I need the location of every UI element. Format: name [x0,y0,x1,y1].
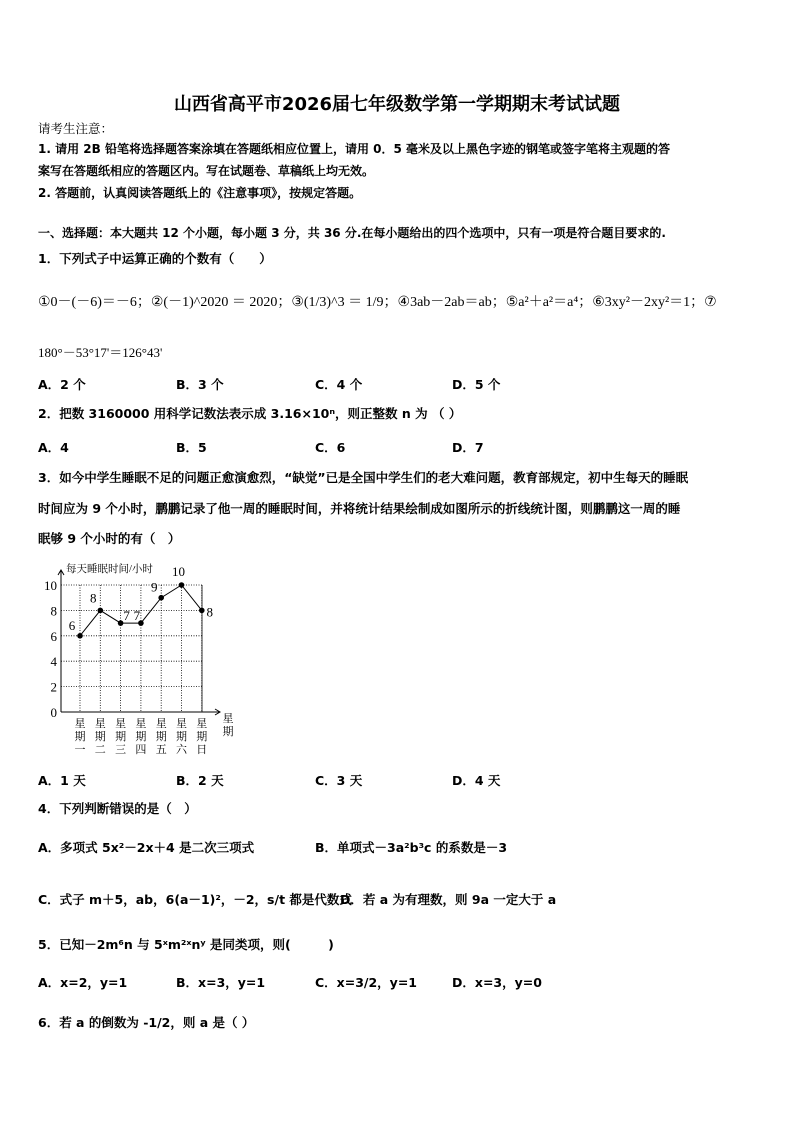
q5-option-a: A．x=2，y=1 [38,975,128,990]
q5-stem: 5．已知－2m⁶n 与 5ˣm²ˣnʸ 是同类项，则( ) [38,937,334,952]
x-tick-label: 期 [74,731,86,743]
q1-stem: 1．下列式子中运算正确的个数有（ ） [38,251,272,266]
x-tick-label: 五 [155,744,167,755]
q4-option-d: D．若 a 为有理数，则 9a 一定大于 a [340,892,557,907]
data-point [77,633,83,639]
x-tick-label: 四 [135,744,147,755]
x-tick-label: 期 [94,731,106,743]
x-tick-label: 星 [155,718,167,730]
x-tick-label: 星 [94,718,106,730]
x-tick-label: 一 [74,744,86,755]
data-label: 8 [206,604,214,620]
notice-line-1-cont: 案写在答题纸相应的答题区内。写在试题卷、草稿纸上均无效。 [38,164,375,178]
x-tick-label: 星 [115,718,127,730]
q1-option-b: B．3 个 [176,377,224,392]
data-label: 9 [150,579,158,595]
y-tick-label: 8 [50,603,57,619]
q2-option-d: D．7 [452,440,484,455]
section-heading: 一、选择题：本大题共 12 个小题，每小题 3 分，共 36 分.在每小题给出的四个选项中，只有一项是符合题目要求的. [38,226,666,240]
x-tick-label: 星 [176,718,187,730]
x-tick-label: 期 [135,731,147,743]
x-tick-label: 期 [196,731,208,743]
q4-option-b: B．单项式－3a²b³c 的系数是－3 [315,840,508,855]
data-point [98,608,104,614]
q2-stem: 2．把数 3160000 用科学记数法表示成 3.16×10ⁿ，则正整数 n 为 （ ） [38,406,462,421]
y-axis-label: 每天睡眠时间/小时 [66,564,153,575]
x-tick-label: 期 [176,731,187,743]
data-label: 10 [172,564,185,579]
page-title: 山西省高平市2026届七年级数学第一学期期末考试试题 [173,94,621,115]
data-label: 8 [90,590,97,606]
y-tick-label: 2 [50,679,57,695]
q1-option-d: D．5 个 [452,377,501,392]
y-tick-label: 4 [50,654,57,670]
x-axis-label: 星 [222,713,234,725]
q5-option-c: C．x=3/2，y=1 [315,975,417,990]
x-tick-label: 星 [135,718,147,730]
x-axis-label: 期 [222,726,234,738]
data-label: 6 [68,617,76,633]
q4-stem: 4．下列判断错误的是（ ） [38,801,197,816]
q3-option-b: B．2 天 [176,773,224,788]
x-tick-label: 期 [115,731,127,743]
data-label: 7 [133,608,141,624]
notice-line-1: 1. 请用 2B 铅笔将选择题答案涂填在答题纸相应位置上，请用 0．5 毫米及以上黑色字迹的钢笔或签字笔将主观题的答 [38,142,670,156]
x-tick-label: 星 [196,718,208,730]
q2-option-a: A．4 [38,440,69,455]
data-label: 7 [123,608,130,624]
x-tick-label: 二 [94,744,106,755]
q3-option-a: A．1 天 [38,773,86,788]
q6-stem: 6．若 a 的倒数为 -1/2，则 a 是（ ） [38,1015,255,1030]
q4-option-a: A．多项式 5x²－2x＋4 是二次三项式 [38,840,255,855]
q1-formula: ①0－(－6)＝－6；②(－1)^2020 ＝ 2020；③(1/3)^3 ＝ 1/9；④3ab－2ab＝ab；⑤a²＋a²＝a⁴；⑥3xy²－2xy²＝1；⑦ [38,295,717,310]
q3-option-d: D．4 天 [452,773,501,788]
q5-option-b: B．x=3，y=1 [176,975,266,990]
x-tick-label: 三 [115,744,127,755]
sleep-line-chart [30,555,250,755]
data-point [199,608,205,614]
y-tick-label: 0 [50,705,57,720]
data-point [158,595,164,601]
q1-formula-2: 180°－53°17'＝126°43' [38,345,163,360]
q3-line-1: 3．如今中学生睡眠不足的问题正愈演愈烈，“缺觉”已是全国中学生们的老大难问题，教育部规定，初中生每天的睡眠 [38,470,689,485]
q4-option-c: C．式子 m＋5，ab，6(a－1)²，－2，s/t 都是代数式 [38,892,352,907]
q2-option-b: B．5 [176,440,207,455]
x-tick-label: 六 [176,744,187,755]
q5-option-d: D．x=3，y=0 [452,975,542,990]
q3-line-3: 眠够 9 个小时的有（ ） [38,531,181,546]
q3-option-c: C．3 天 [315,773,363,788]
x-tick-label: 星 [74,718,86,730]
y-tick-label: 10 [44,578,57,593]
q1-option-c: C．4 个 [315,377,363,392]
q2-option-c: C．6 [315,440,346,455]
notice-heading: 请考生注意： [38,121,114,136]
y-tick-label: 6 [50,628,57,644]
x-tick-label: 期 [155,731,167,743]
q3-line-2: 时间应为 9 个小时，鹏鹏记录了他一周的睡眠时间，并将统计结果绘制成如图所示的折线统计图，则鹏鹏这一周的睡 [38,501,681,516]
x-tick-label: 日 [196,744,208,755]
notice-line-2: 2. 答题前，认真阅读答题纸上的《注意事项》，按规定答题。 [38,186,362,200]
data-point [179,582,185,588]
q1-option-a: A．2 个 [38,377,86,392]
